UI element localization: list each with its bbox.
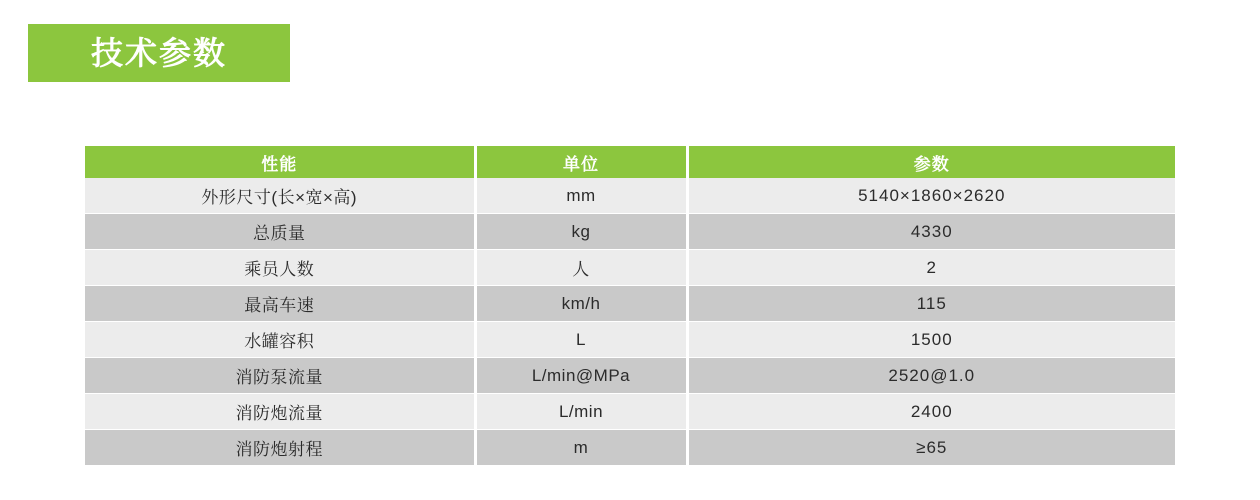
cell-unit: L/min@MPa [475,358,687,394]
table-row [85,178,1175,214]
cell-performance: 外形尺寸(长×宽×高) [85,178,475,214]
table-row [85,394,1175,430]
table-header-row [85,146,1175,178]
cell-value: 115 [687,286,1175,322]
column-header-unit: 单位 [475,146,687,178]
technical-parameters-table [85,146,1175,466]
table-row [85,430,1175,466]
cell-performance: 总质量 [85,214,475,250]
cell-unit: L [475,322,687,358]
section-title-banner [28,24,290,82]
table-row [85,214,1175,250]
cell-unit: L/min [475,394,687,430]
table-row [85,250,1175,286]
cell-performance: 消防炮流量 [85,394,475,430]
column-header-parameter: 参数 [687,146,1175,178]
cell-value: 2 [687,250,1175,286]
table-row [85,286,1175,322]
table-row [85,322,1175,358]
cell-unit: 人 [475,250,687,286]
cell-value: ≥65 [687,430,1175,466]
table-body [85,178,1175,466]
cell-value: 2400 [687,394,1175,430]
cell-value: 5140×1860×2620 [687,178,1175,214]
cell-unit: kg [475,214,687,250]
cell-value: 2520@1.0 [687,358,1175,394]
cell-performance: 最高车速 [85,286,475,322]
cell-unit: m [475,430,687,466]
cell-value: 1500 [687,322,1175,358]
cell-performance: 水罐容积 [85,322,475,358]
cell-performance: 消防炮射程 [85,430,475,466]
cell-performance: 消防泵流量 [85,358,475,394]
cell-unit: km/h [475,286,687,322]
cell-value: 4330 [687,214,1175,250]
page-title: 技术参数 [90,35,227,71]
table-row [85,358,1175,394]
cell-unit: mm [475,178,687,214]
cell-performance: 乘员人数 [85,250,475,286]
column-header-performance: 性能 [85,146,475,178]
